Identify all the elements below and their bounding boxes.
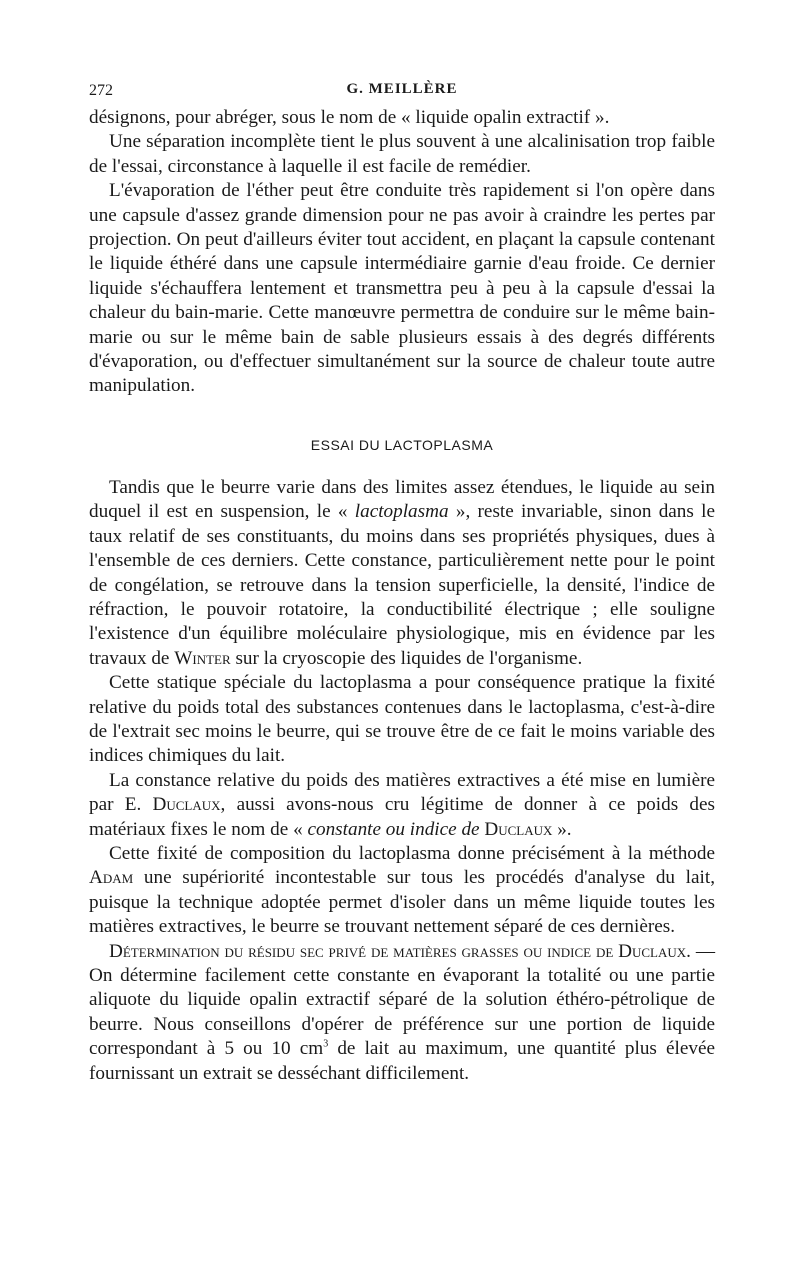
paragraph-fixite [89,842,715,940]
text-run: ». [552,818,572,840]
text-run: , aussi avons-nous cru légitime de donner à ce poids des matériaux fixes le nom de « [89,794,715,840]
text-run: sur la cryoscopie des liquides de l'organisme. [230,647,583,669]
text-run: Tandis que le beurre varie dans des limites assez étendues, le liquide au sein duquel il est en suspension, le « [89,476,715,523]
text-run: Cette fixité de composition du lactoplasma donne précisément à la méthode [109,842,715,864]
running-head [89,80,715,106]
paragraph-constance [89,769,715,842]
book-page [89,80,715,1086]
paragraph-evaporation: L'évaporation de l'éther peut être conduite très rapidement si l'on opère dans une capsule d'assez grande dimension pour ne pas avoir à craindre les pertes par projection. On peut d'ailleurs éviter tout accident, en plaçant la capsule contenant le liquide éthéré dans une capsule intermédiaire garnie d'eau froide. Ce dernier liquide s'échauffera lentement et transmettra peu à peu à la capsule d'essai la chaleur du bain-marie. Cette manœuvre permettra de conduire sur le même bain-marie ou sur le même bain de sable plusieurs essais à des degrés différents d'évaporation, ou d'effectuer simultanément sur la source de chaleur toute autre manipulation. [89,180,715,397]
author-name: Duclaux [152,794,221,816]
section-title: ESSAI DU LACTOPLASMA [310,436,494,453]
paragraph-determination [89,940,715,1086]
text-run: de lait au maximum, une quantité plus élevée fournissant un extrait se desséchant difficilement. [89,1038,715,1084]
text-run: », reste invariable, sinon dans le taux relatif de ses constituants, du moins dans ses propriétés physiques, dues à l'ensemble de ces derniers. Cette constance, particulièrement nette pour le point de congélation, se retrouve dans la tension superficielle, la densité, l'indice de réfraction, le pouvoir rotatoire, la conductibilité électrique ; elle souligne l'existence d'un équilibre moléculaire physiologique, mis en évidence par les travaux de [89,501,716,669]
text-run: une supériorité incontestable sur tous les procédés d'analyse du lait, puisque la technique adoptée permet d'isoler dans un même liquide toutes les matières extractives, le beurre se trouvant nettement séparé de ces dernières. [89,867,715,938]
author-name: Duclaux [484,818,553,840]
text-run: La constance relative du poids des matières extractives a été mise en lumière par E. [89,769,715,816]
paragraph-separation: Une séparation incomplète tient le plus souvent à une alcalinisation trop faible de l'essai, circonstance à laquelle il est facile de remédier. [89,131,715,177]
text-run: — On détermine facilement cette constante en évaporant la totalité ou une partie aliquote du liquide opalin extractif séparé de la solution éthéro-pétrolique de beurre. Nous conseillons d'opérer de préférence sur une portion de liquide correspondant à 5 ou 10 cm [89,940,715,1060]
paragraph-lactoplasma-intro [89,476,715,671]
page-number: 272 [89,82,113,99]
running-head-author: G. MEILLÈRE [346,81,458,97]
paragraph-continuation: désignons, pour abréger, sous le nom de « liquide opalin extractif ». [89,107,610,128]
italic-term: lactoplasma [354,501,449,523]
superscript: 3 [323,1038,329,1050]
author-name: Winter [174,647,231,669]
italic-term: constante ou indice de [307,818,480,840]
author-name: Adam [89,867,134,889]
run-in-heading: Détermination du résidu sec privé de matières grasses ou indice de Duclaux. [109,940,691,962]
paragraph-statique: Cette statique spéciale du lactoplasma a pour conséquence pratique la fixité relative du poids total des substances contenues dans le lactoplasma, c'est-à-dire de l'extrait sec moins le beurre, qui se trouve être de ce fait le moins variable des indices chimiques du lait. [89,672,715,767]
